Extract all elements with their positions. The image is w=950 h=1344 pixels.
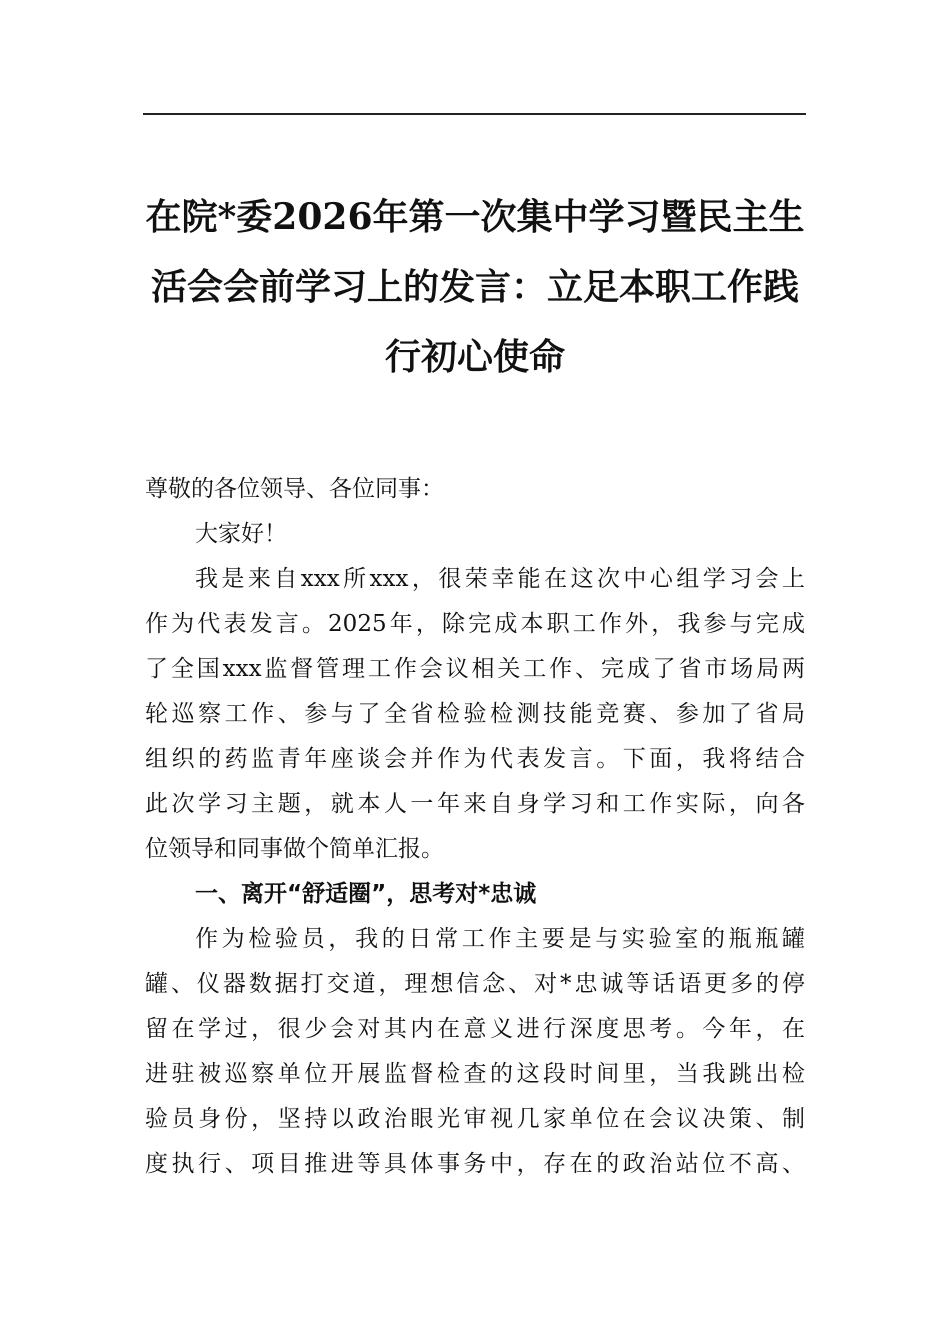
text-line: 轮巡察工作、参与了全省检验检测技能竞赛、参加了省局 xyxy=(145,701,805,727)
text-line: 我是来自xxx所xxx，很荣幸能在这次中心组学习会上 xyxy=(195,566,805,592)
text-line: 进驻被巡察单位开展监督检查的这段时间里，当我跳出检 xyxy=(145,1061,805,1087)
paragraph-2 xyxy=(145,917,805,1187)
text-line: 作为代表发言。2025年，除完成本职工作外，我参与完成 xyxy=(145,611,805,637)
text-line: 度执行、项目推进等具体事务中，存在的政治站位不高、 xyxy=(145,1151,805,1177)
paragraph-1 xyxy=(145,557,805,872)
text-line: 罐、仪器数据打交道，理想信念、对*忠诚等话语更多的停 xyxy=(145,971,805,997)
text-line: 作为检验员，我的日常工作主要是与实验室的瓶瓶罐 xyxy=(195,926,805,952)
title-line: 活会会前学习上的发言：立足本职工作践 xyxy=(150,266,799,308)
section-heading: 一、离开“舒适圈”，思考对*忠诚 xyxy=(195,881,537,907)
title-line: 在院*委2026年第一次集中学习暨民主生 xyxy=(145,196,805,238)
document-title xyxy=(145,182,805,392)
text-line: 此次学习主题，就本人一年来自身学习和工作实际，向各 xyxy=(145,791,805,817)
salutation: 尊敬的各位领导、各位同事： xyxy=(145,476,444,502)
text-line: 留在学过，很少会对其内在意义进行深度思考。今年，在 xyxy=(145,1016,805,1042)
header-rule xyxy=(143,113,806,115)
text-line: 验员身份，坚持以政治眼光审视几家单位在会议决策、制 xyxy=(145,1106,805,1132)
title-line: 行初心使命 xyxy=(384,336,565,378)
greeting: 大家好！ xyxy=(195,521,287,547)
text-line: 位领导和同事做个简单汇报。 xyxy=(145,836,444,862)
text-line: 了全国xxx监督管理工作会议相关工作、完成了省市场局两 xyxy=(145,656,805,682)
document-body xyxy=(145,467,805,1187)
text-line: 组织的药监青年座谈会并作为代表发言。下面，我将结合 xyxy=(145,746,805,772)
